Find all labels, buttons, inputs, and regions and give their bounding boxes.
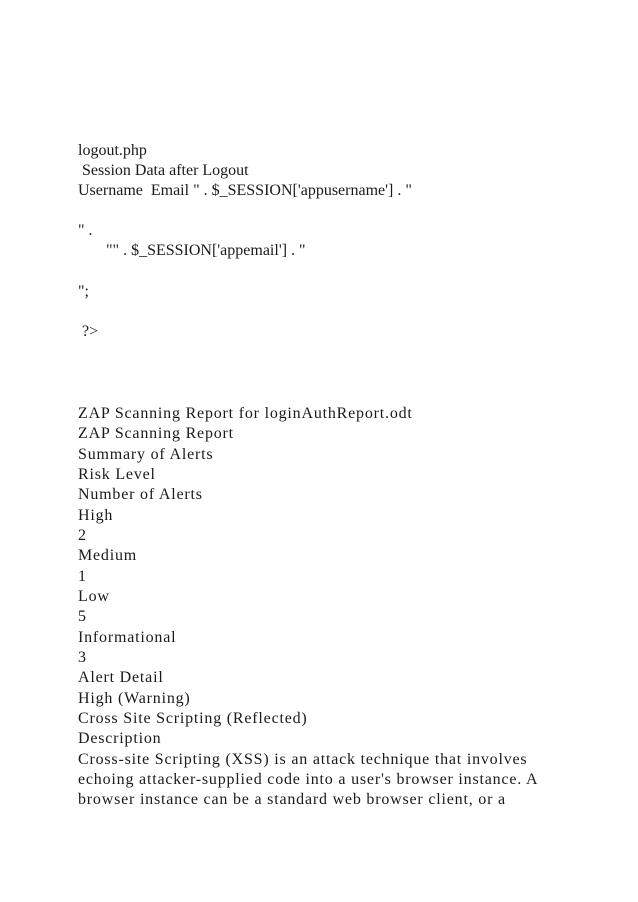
risk-medium: Medium	[78, 547, 138, 564]
alert-detail-heading: Alert Detail	[78, 669, 164, 686]
code-heading: Session Data after Logout	[78, 162, 249, 179]
description-line: echoing attacker-supplied code into a user's browser instance. A	[78, 771, 539, 788]
column-risk-level: Risk Level	[78, 466, 156, 483]
column-number-of-alerts: Number of Alerts	[78, 486, 203, 503]
code-line-username: Username Email " . $_SESSION['appusername'] . "	[78, 182, 412, 199]
description-label: Description	[78, 730, 162, 747]
code-line-email: "" . $_SESSION['appemail'] . "	[78, 242, 306, 259]
alert-name: Cross Site Scripting (Reflected)	[78, 710, 308, 727]
alert-level: High (Warning)	[78, 690, 191, 707]
code-filename: logout.php	[78, 142, 147, 159]
summary-heading: Summary of Alerts	[78, 446, 214, 463]
report-title-file: ZAP Scanning Report for loginAuthReport.odt	[78, 405, 413, 422]
risk-low: Low	[78, 588, 110, 605]
count-informational: 3	[78, 649, 87, 666]
risk-informational: Informational	[78, 629, 177, 646]
code-line-close: ?>	[78, 323, 99, 340]
count-high: 2	[78, 527, 87, 544]
count-medium: 1	[78, 568, 87, 585]
count-low: 5	[78, 608, 87, 625]
code-line-end: ";	[78, 283, 89, 300]
risk-high: High	[78, 507, 114, 524]
code-line-concat: " .	[78, 222, 93, 239]
description-line: browser instance can be a standard web browser client, or a	[78, 791, 506, 808]
report-title: ZAP Scanning Report	[78, 425, 234, 442]
description-line: Cross-site Scripting (XSS) is an attack technique that involves	[78, 751, 528, 768]
